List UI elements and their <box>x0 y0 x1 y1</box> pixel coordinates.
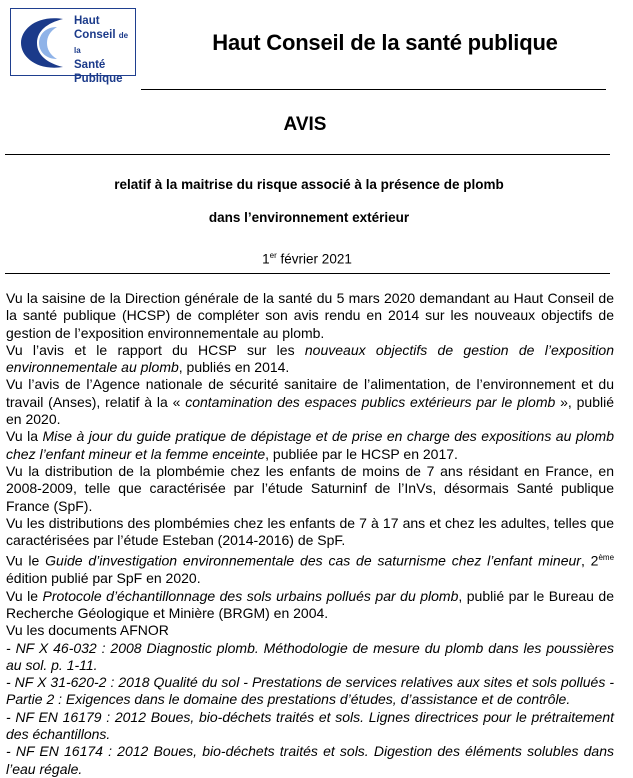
logo-text <box>74 14 135 86</box>
hcsp-logo-mark-icon <box>17 13 67 73</box>
paragraph-avis-hcsp: Vu l’avis et le rapport du HCSP sur les nouveaux objectifs de gestion de l’exposition environnementale au plomb, publiés en 2014. <box>6 341 614 376</box>
paragraph-guide-hcsp: Vu la Mise à jour du guide pratique de dépistage et de prise en charge des expositions au plomb chez l’enfant mineur et la femme enceinte, publiée par le HCSP en 2017. <box>6 428 615 462</box>
logo-line-1: Haut <box>74 15 100 27</box>
paragraph-avis-anses: Vu l’avis de l’Agence nationale de sécurité sanitaire de l’alimentation, de l’environnement et du travail (Anses), relatif à la « contamination des espaces publics extérieurs par le plomb », publié en 2020. <box>6 376 614 428</box>
list-item-nf-x-31-620-2: - NF X 31-620-2 : 2018 Qualité du sol - Prestations de services relatives aux sites et sols pollués - Partie 2 : Exigences dans le domaine des prestations d’études, d’assistance et de contrôle. <box>6 674 614 708</box>
title-divider <box>5 154 610 155</box>
document-body <box>6 290 614 778</box>
paragraph-guide-spf: Vu le Guide d’investigation environnementale des cas de saturnisme chez l’enfant mineur, 2ème édition publié par SpF en 2020. <box>6 553 615 587</box>
paragraph-protocole-brgm: Vu le Protocole d’échantillonnage des sols urbains pollués par du plomb, publié par le Bureau de Recherche Géologique et Minière (BRGM) en 2004. <box>6 587 614 621</box>
logo-line-2: Conseil de la <box>74 29 129 55</box>
list-item-nf-x-46-032: - NF X 46-032 : 2008 Diagnostic plomb. Méthodologie de mesure du plomb dans les poussières au sol. p. 1-11. <box>6 639 614 673</box>
subtitle-line-1: relatif à la maitrise du risque associé à la présence de plomb <box>114 177 504 192</box>
paragraph-afnor: Vu les documents AFNOR <box>6 622 169 639</box>
document-type-title: AVIS <box>283 114 327 135</box>
subtitle-line-2: dans l’environnement extérieur <box>208 210 410 225</box>
paragraph-saisine: Vu la saisine de la Direction générale de la santé du 5 mars 2020 demandant au Haut Conseil de la santé publique (HCSP) de compléter son avis rendu en 2014 sur les nouveaux objectifs de gestion de l’exposition environnementale au plomb. <box>6 290 614 341</box>
logo-line-3: Santé <box>74 59 106 71</box>
list-item-nf-en-16174: - NF EN 16174 : 2012 Boues, bio-déchets traités et sols. Digestion des éléments solubles dans l’eau régale. <box>6 743 614 777</box>
organization-title: Haut Conseil de la santé publique <box>212 30 558 55</box>
document-date: 1er février 2021 <box>262 251 352 267</box>
paragraph-esteban: Vu les distributions des plombémies chez les enfants de 7 à 17 ans et chez les adultes, telles que caractérisées par l’étude Esteban (2014-2016) de SpF. <box>6 514 614 549</box>
logo-line-4: Publique <box>74 73 123 85</box>
list-item-nf-en-16179: - NF EN 16179 : 2012 Boues, bio-déchets traités et sols. Lignes directrices pour le prétraitement des échantillons. <box>6 708 614 743</box>
paragraph-saturninf: Vu la distribution de la plombémie chez les enfants de moins de 7 ans résidant en France, en 2008-2009, telle que caractérisée par l’étude Saturninf de l’InVs, désormais Santé publique France (SpF). <box>6 462 614 514</box>
header-divider <box>141 89 606 90</box>
hcsp-logo <box>10 8 136 85</box>
date-divider <box>5 273 610 274</box>
